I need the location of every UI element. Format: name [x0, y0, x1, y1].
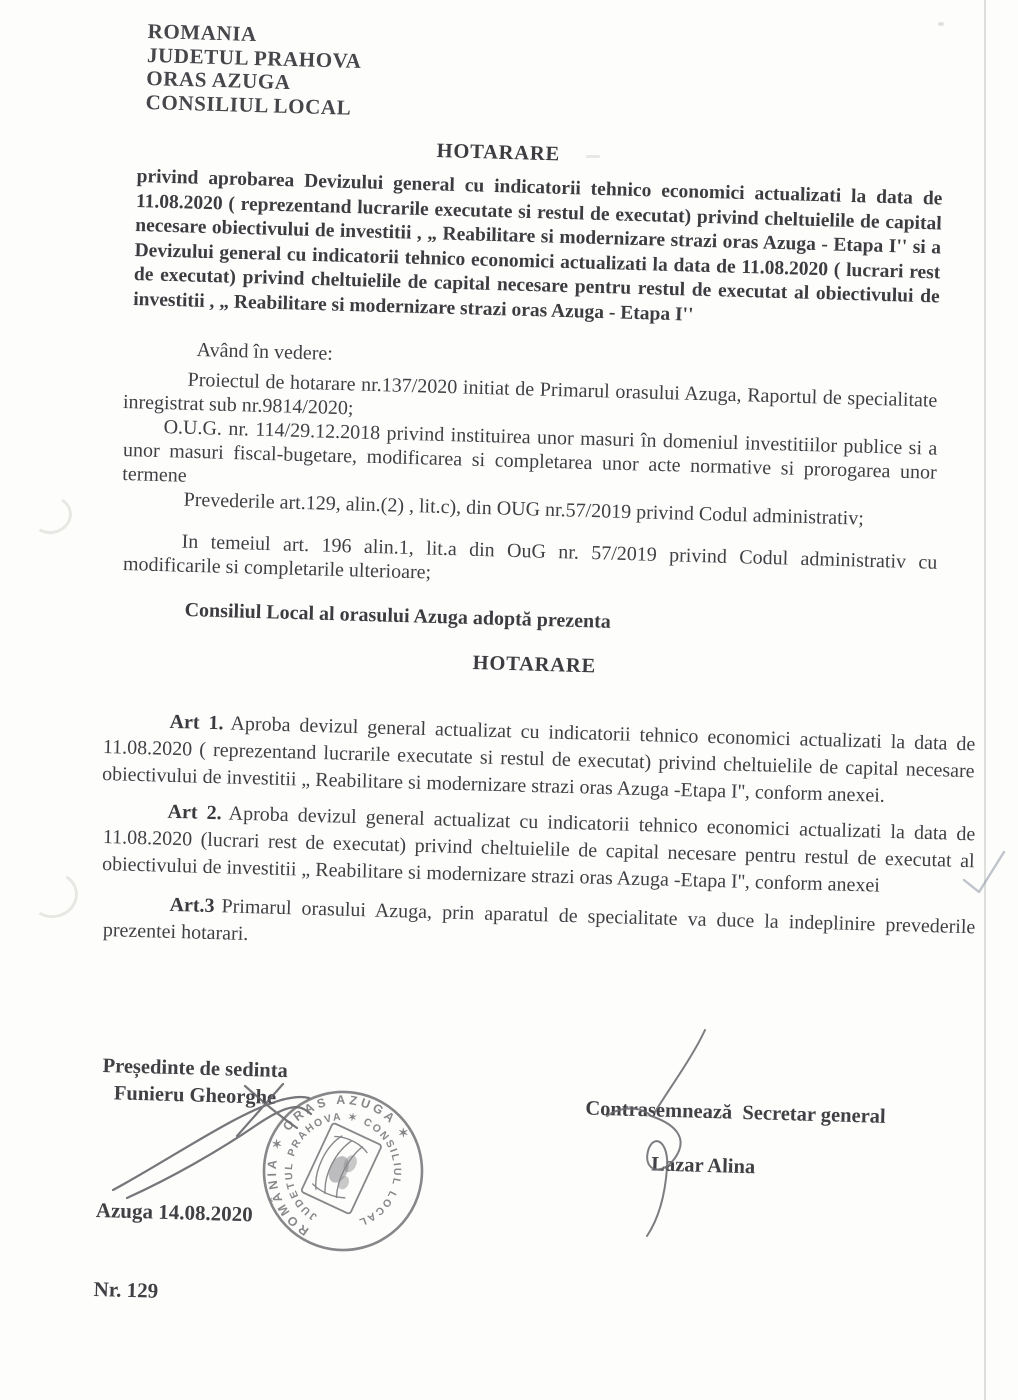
- article-3: [102, 890, 975, 968]
- having-regard-line: Având în vedere:: [196, 338, 334, 365]
- scan-edge-line: [984, 0, 986, 1400]
- punch-hole-top: [27, 492, 76, 538]
- place-date-number-block: [93, 1170, 254, 1307]
- decision-number: Nr. 129: [93, 1276, 159, 1303]
- adoption-line: Consiliul Local al orasului Azuga adoptă prezenta: [184, 598, 612, 633]
- article-1-text: Aproba devizul general actualizat cu indicatorii tehnico economici actualizati la data de 11.08.2020 ( reprezentand lucrarile executate si restul de executat) privind cheltuielile de capital necesare obiectivului de investitii „ Reabilitare si modernizare strazi oras Azuga -Etapa I'', conform anexei.: [101, 712, 976, 807]
- article-3-text: Primarul orasului Azuga, prin aparatul de specialitate va duce la indeplinire prevederile prezentei hotarari.: [102, 895, 976, 946]
- stamp-coat-of-arms: [301, 1123, 382, 1215]
- stamp-inner-text: JUDETUL PRAHOVA ✶ CONSILIUL LOCAL: [282, 1110, 404, 1229]
- letterhead: ROMANIA JUDETUL PRAHOVA ORAS AZUGA CONSILIUL LOCAL: [145, 19, 362, 120]
- punch-hole-bottom: [24, 867, 82, 922]
- article-3-label: Art.3: [169, 893, 215, 918]
- article-1: [102, 707, 976, 812]
- preamble-paragraph: O.U.G. nr. 114/29.12.2018 privind instituirea unor masuri în domeniul investitiilor publice si a unor masuri fiscal-bugetare, modificarea si completarea unor acte normative si prorogarea unor termene: [122, 416, 938, 487]
- place-date: Azuga 14.08.2020: [95, 1197, 254, 1226]
- secretary-label: Contrasemnează Secretar general: [585, 1097, 886, 1128]
- president-name: Funieru Gheorghe: [113, 1082, 277, 1109]
- scan-speck: [586, 155, 600, 158]
- president-role: Președinte de sedinta: [102, 1054, 289, 1083]
- title-paragraph: privind aprobarea Devizului general cu indicatorii tehnico economici actualizati la data de 11.08.2020 ( reprezentand lucrarile executate si restul de executat) privind cheltuielile de capital necesare obiectivului de investitii , „ Reabilitare si modernizare strazi oras Azuga - Etapa I'' si a Devizului general cu indicatorii tehnico economici actualizati la data de 11.08.2020 ( lucrari rest de executat) privind cheltuielile de capital necesare pentru restul de executat al obiectivului de investitii , „ Reabilitare si modernizare strazi oras Azuga - Etapa I'': [132, 165, 943, 326]
- stamp-outer-text: ROMÂNIA ✶ ORAS AZUGA ✶: [264, 1092, 414, 1239]
- decision-heading: HOTARARE: [472, 652, 597, 678]
- secretary-signature-scribble: [595, 1028, 725, 1243]
- article-2: [102, 797, 976, 902]
- article-2-text: Aproba devizul general actualizat cu indicatorii tehnico economici actualizati la data de 11.08.2020 (lucrari rest de executat) privind cheltuielile de capital necesare pentru restul de executat al obiectivului de investitii „ Reabilitare si modernizare strazi oras Azuga -Etapa I'', conform anexei: [101, 802, 976, 897]
- preamble-paragraph: In temeiul art. 196 alin.1, lit.a din OuG nr. 57/2019 privind Codul administrativ cu modificarile si completarile ulterioare;: [122, 530, 938, 584]
- official-round-stamp: [258, 1086, 428, 1256]
- preamble-paragraph: Prevederile art.129, alin.(2) , lit.c), din OUG nr.57/2019 privind Codul administrativ;: [183, 488, 865, 530]
- secretary-name: Lazar Alina: [651, 1153, 756, 1179]
- document-title: HOTARARE: [436, 140, 561, 166]
- article-1-label: Art 1.: [169, 710, 224, 735]
- preamble-paragraph: Proiectul de hotarare nr.137/2020 initiat de Primarul orasului Azuga, Raportul de specialitate inregistrat sub nr.9814/2020;: [122, 368, 938, 420]
- article-2-label: Art 2.: [167, 800, 223, 825]
- scan-speck: [938, 22, 944, 26]
